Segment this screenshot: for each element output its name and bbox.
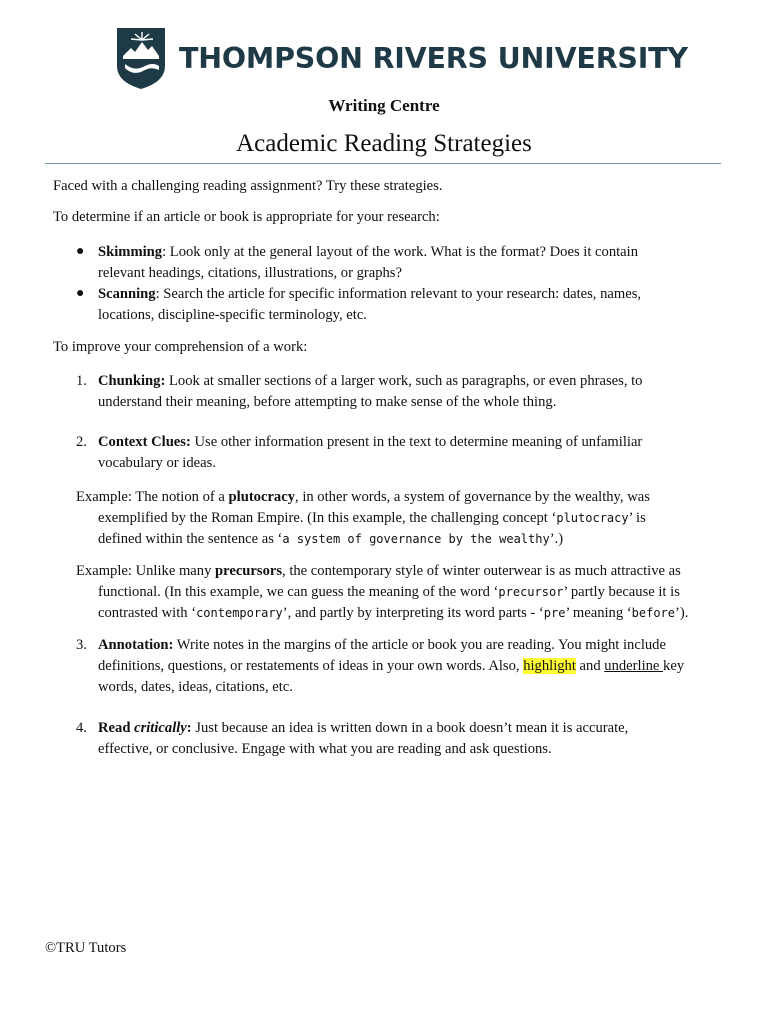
example-precursors: Example: Unlike many precursors, the contemporary style of winter outerwear is as much attractive as functional. (In this example, we can guess the meaning of the word ‘precursor’ partly because it is contrasted with ‘contemporary’, and partly by interpreting its word parts - ‘pre’ meaning ‘before’). — [76, 563, 689, 621]
skimming-term: Skimming — [98, 244, 163, 260]
department-name: Writing Centre — [328, 96, 440, 115]
highlight-example: highlight — [523, 657, 576, 674]
copyright-footer: ©TRU Tutors — [45, 940, 127, 956]
university-name: THOMPSON RIVERS UNIVERSITY — [179, 41, 688, 75]
underline-example: underline — [604, 657, 664, 674]
scanning-term: Scanning — [98, 286, 156, 302]
improve-intro: To improve your comprehension of a work: — [53, 339, 308, 355]
intro-text: Faced with a challenging reading assignment? Try these strategies. — [53, 178, 443, 194]
page-title: Academic Reading Strategies — [236, 130, 532, 157]
title-divider — [45, 163, 721, 164]
step-number: 3. — [76, 637, 87, 653]
step-number: 1. — [76, 373, 87, 389]
determine-intro: To determine if an article or book is appropriate for your research: — [53, 209, 440, 225]
step-number: 2. — [76, 434, 87, 450]
university-logo — [115, 26, 688, 90]
tru-shield-icon — [115, 26, 167, 90]
step-number: 4. — [76, 720, 87, 736]
example-plutocracy: Example: The notion of a plutocracy, in other words, a system of governance by the wealthy, was exemplified by the Roman Empire. (In this example, the challenging concept ‘plutocracy’ is defined within the sentence as ‘a system of governance by the wealthy’.) — [76, 489, 650, 547]
bullet-icon: ● — [76, 244, 85, 259]
bullet-icon: ● — [76, 286, 85, 301]
